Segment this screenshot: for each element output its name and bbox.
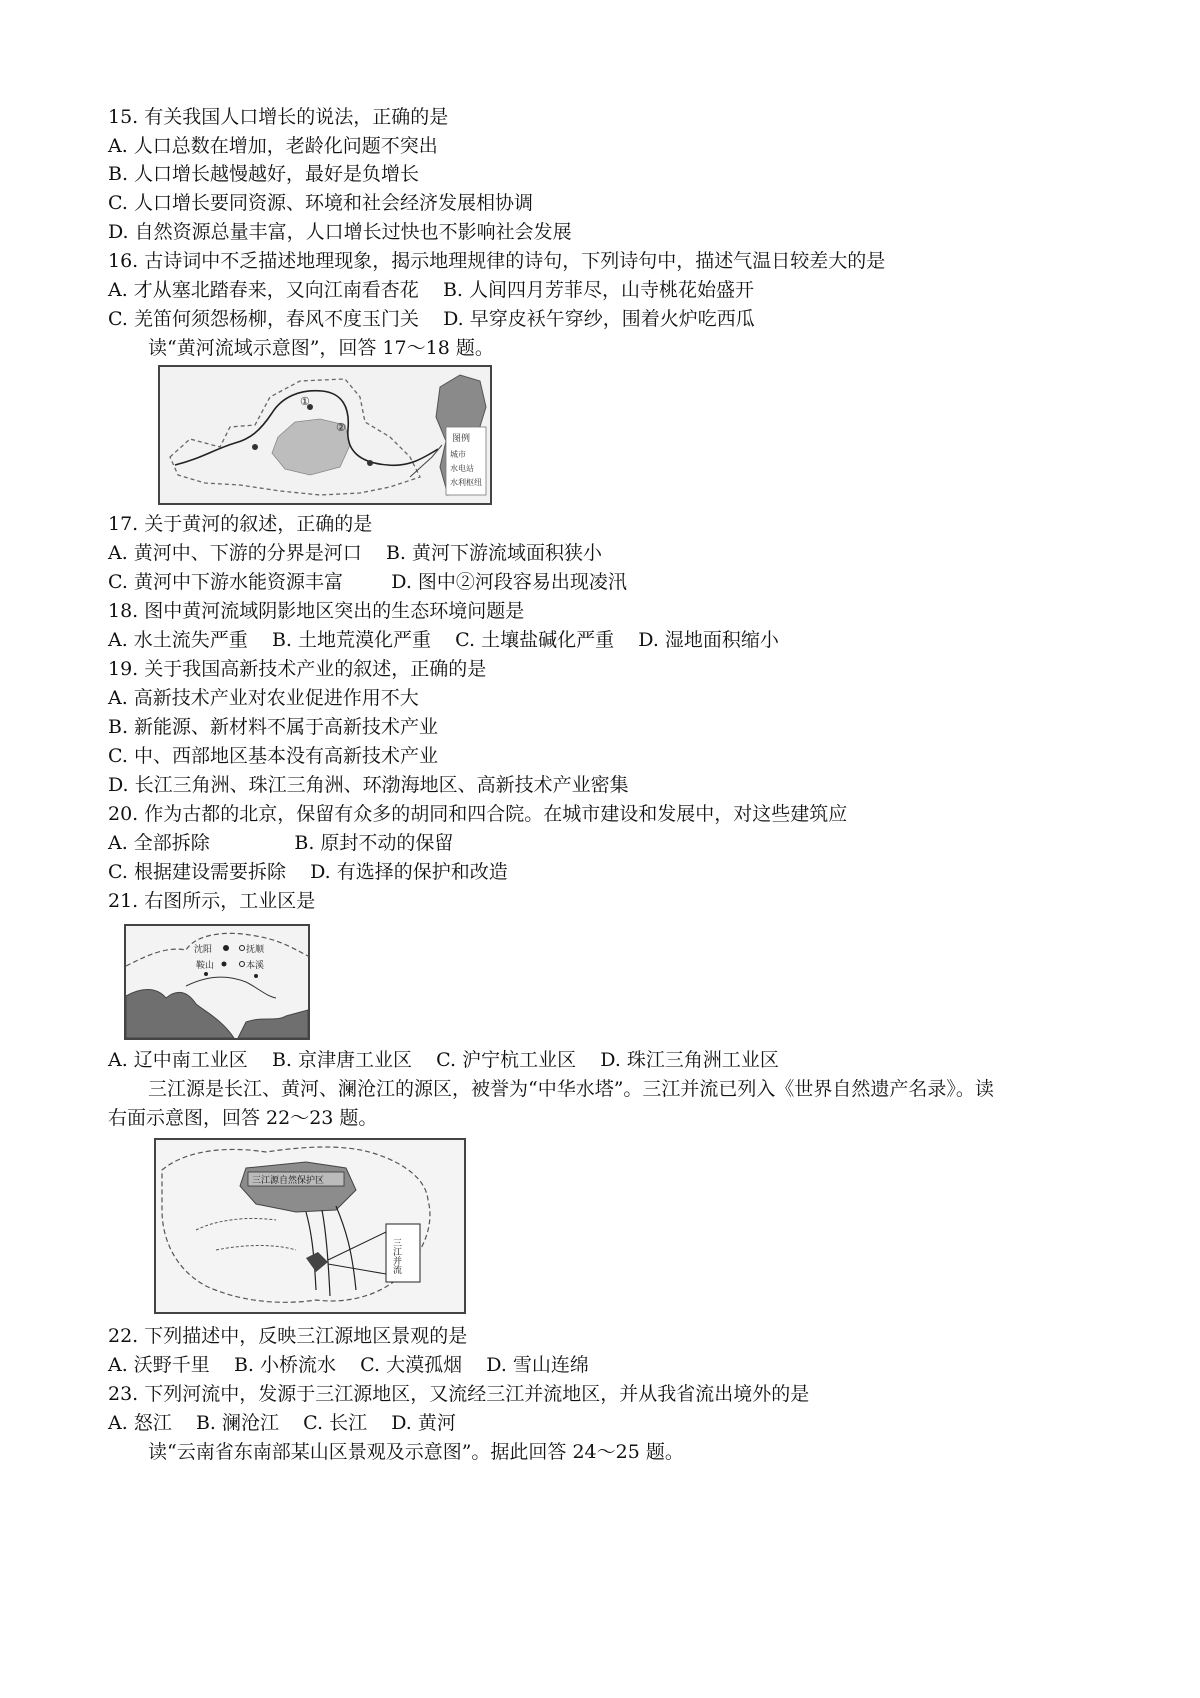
marker-circle-2: ②	[336, 421, 346, 434]
q16-stem: 16. 古诗词中不乏描述地理现象，揭示地理规律的诗句，下列诗句中，描述气温日较差大的是	[108, 250, 886, 272]
yellow-river-basin-map	[158, 365, 492, 505]
city-anshan: 鞍山	[196, 961, 215, 971]
city-shenyang: 沈阳	[194, 945, 213, 955]
q15-option-b: B. 人口增长越慢越好，最好是负增长	[108, 163, 420, 185]
q20-options-cd: C. 根据建设需要拆除 D. 有选择的保护和改造	[108, 861, 508, 883]
q21-options: A. 辽中南工业区 B. 京津唐工业区 C. 沪宁杭工业区 D. 珠江三角洲工业区	[108, 1049, 779, 1071]
legend-title: 图例	[452, 434, 471, 444]
q15-stem: 15. 有关我国人口增长的说法，正确的是	[108, 106, 449, 128]
q19-option-a: A. 高新技术产业对农业促进作用不大	[108, 687, 419, 709]
marker-circle-1: ①	[300, 395, 310, 408]
q22-options: A. 沃野千里 B. 小桥流水 C. 大漠孤烟 D. 雪山连绵	[108, 1354, 589, 1376]
sanjiangyuan-map	[154, 1138, 466, 1314]
q16-options-cd: C. 羌笛何须怨杨柳，春风不度玉门关 D. 早穿皮袄午穿纱，围着火炉吃西瓜	[108, 308, 755, 330]
q17-options-ab: A. 黄河中、下游的分界是河口 B. 黄河下游流域面积狭小	[108, 542, 603, 564]
q23-options: A. 怒江 B. 澜沧江 C. 长江 D. 黄河	[108, 1412, 456, 1434]
industrial-region-map	[124, 924, 310, 1040]
q19-option-d: D. 长江三角洲、珠江三角洲、环渤海地区、高新技术产业密集	[108, 774, 629, 796]
legend-city: 城市	[450, 450, 466, 459]
sanjiangyuan-map-graphic	[156, 1140, 464, 1312]
industrial-map-graphic	[126, 926, 308, 1038]
city-benxi: 本溪	[246, 961, 265, 971]
q20-options-ab: A. 全部拆除 B. 原封不动的保留	[108, 832, 454, 854]
q19-stem: 19. 关于我国高新技术产业的叙述，正确的是	[108, 658, 487, 680]
yellow-river-map-graphic	[160, 367, 490, 503]
q16-options-ab: A. 才从塞北踏春来，又向江南看杏花 B. 人间四月芳菲尽，山寺桃花始盛开	[108, 279, 755, 301]
q20-stem: 20. 作为古都的北京，保留有众多的胡同和四合院。在城市建设和发展中，对这些建筑应	[108, 803, 848, 825]
intro-17-18: 读“黄河流域示意图”，回答 17～18 题。	[148, 337, 494, 359]
q17-options-cd: C. 黄河中下游水能资源丰富 D. 图中②河段容易出现凌汛	[108, 571, 627, 593]
sanjiangyuan-reserve-label: 三江源自然保护区	[252, 1176, 325, 1186]
intro-22-23-line2: 右面示意图，回答 22～23 题。	[108, 1107, 378, 1129]
legend-river: 水利枢纽	[450, 478, 482, 487]
q15-option-a: A. 人口总数在增加，老龄化问题不突出	[108, 135, 438, 157]
q21-stem: 21. 右图所示，工业区是	[108, 890, 316, 912]
q22-stem: 22. 下列描述中，反映三江源地区景观的是	[108, 1325, 468, 1347]
legend-dam: 水电站	[450, 464, 474, 473]
q17-stem: 17. 关于黄河的叙述，正确的是	[108, 513, 373, 535]
intro-22-23-line1: 三江源是长江、黄河、澜沧江的源区，被誉为“中华水塔”。三江并流已列入《世界自然遗产名录》。读	[148, 1078, 994, 1100]
q15-option-d: D. 自然资源总量丰富，人口增长过快也不影响社会发展	[108, 221, 572, 243]
three-rivers-callout-label: 三江并流	[391, 1238, 401, 1274]
q19-option-b: B. 新能源、新材料不属于高新技术产业	[108, 716, 439, 738]
q23-stem: 23. 下列河流中，发源于三江源地区，又流经三江并流地区，并从我省流出境外的是	[108, 1383, 810, 1405]
intro-24-25: 读“云南省东南部某山区景观及示意图”。据此回答 24～25 题。	[148, 1441, 684, 1463]
city-fushun: 抚顺	[246, 945, 265, 955]
q15-option-c: C. 人口增长要同资源、环境和社会经济发展相协调	[108, 192, 533, 214]
q18-options: A. 水土流失严重 B. 土地荒漠化严重 C. 土壤盐碱化严重 D. 湿地面积缩小	[108, 629, 779, 651]
q18-stem: 18. 图中黄河流域阴影地区突出的生态环境问题是	[108, 600, 525, 622]
q19-option-c: C. 中、西部地区基本没有高新技术产业	[108, 745, 438, 767]
